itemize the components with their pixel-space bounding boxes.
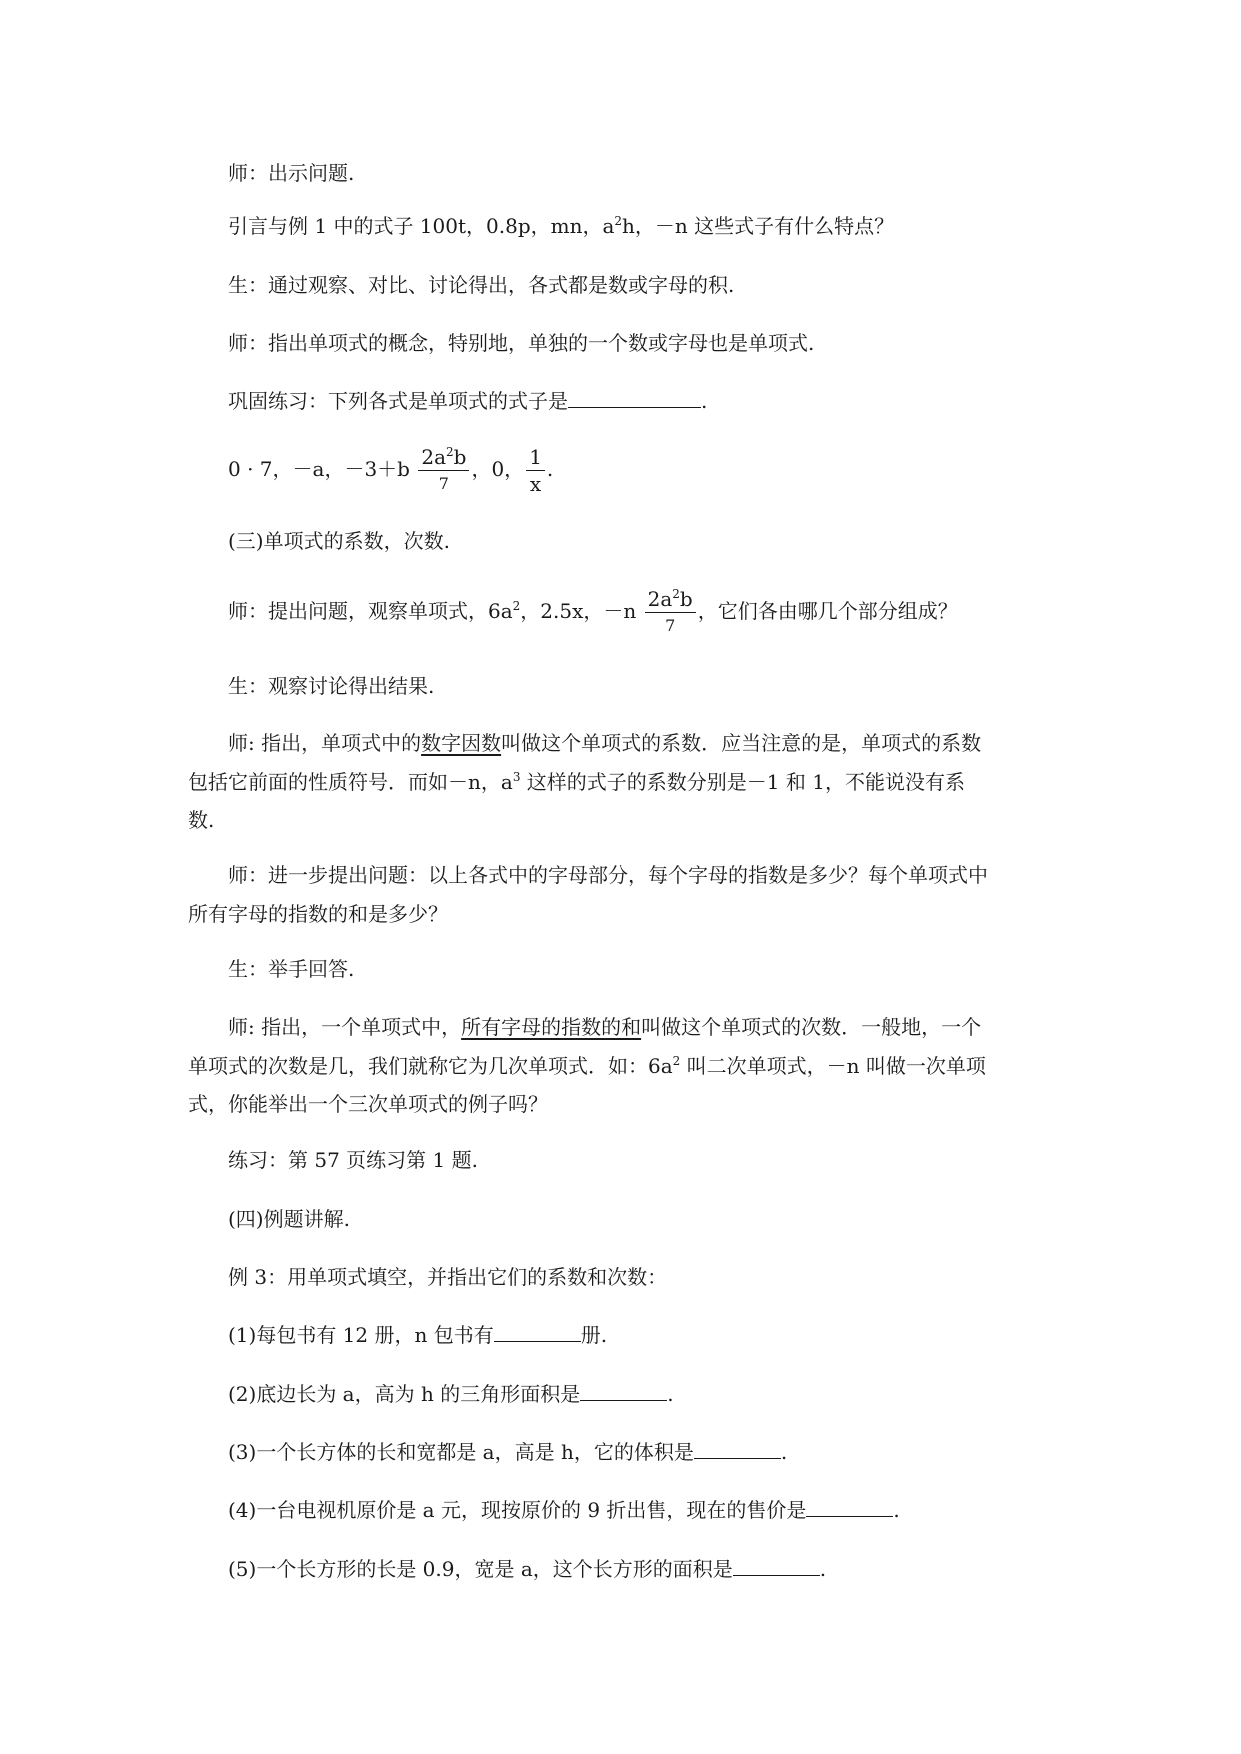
question-2: (2)底边长为 a，高为 h 的三角形面积是 . bbox=[228, 1382, 674, 1406]
coefficient-paragraph-line-1: 师: 指出，单项式中的数字因数叫做这个单项式的系数．应当注意的是，单项式的系数 bbox=[228, 731, 982, 755]
answer-blank-2[interactable] bbox=[580, 1380, 667, 1401]
question-1: (1)每包书有 12 册，n 包书有 册. bbox=[228, 1323, 608, 1347]
student-line-raise-hand: 生：举手回答. bbox=[228, 957, 355, 981]
coefficient-paragraph-line-3: 数. bbox=[188, 808, 215, 832]
answer-blank-3[interactable] bbox=[694, 1438, 781, 1459]
example-three-line: 例 3：用单项式填空，并指出它们的系数和次数： bbox=[228, 1265, 668, 1289]
degree-paragraph-line-2: 单项式的次数是几，我们就称它为几次单项式．如：$6a^2$ 叫二次单项式，－n 叫做一次单项 bbox=[188, 1054, 986, 1078]
teacher-line-show-question: 师：出示问题. bbox=[228, 161, 355, 185]
fraction-2a2b-over-7-b: $\frac{2a^2b}{7}$ bbox=[645, 586, 696, 639]
answer-blank-5[interactable] bbox=[733, 1555, 820, 1576]
teacher-line-monomial-concept: 师：指出单项式的概念，特别地，单独的一个数或字母也是单项式. bbox=[228, 331, 815, 355]
student-line-discussion: 生：观察讨论得出结果. bbox=[228, 674, 435, 698]
fraction-2a2b-over-7: $\frac{2a^2b}{7}$ bbox=[418, 444, 469, 497]
answer-blank[interactable] bbox=[568, 387, 701, 408]
coefficient-paragraph-line-2: 包括它前面的性质符号．而如－n，$a^3$ 这样的式子的系数分别是－1 和 1，不能说没有系 bbox=[188, 770, 965, 794]
question-4: (4)一台电视机原价是 a 元，现按原价的 9 折出售，现在的售价是 . bbox=[228, 1498, 900, 1522]
exponent-question-line-2: 所有字母的指数的和是多少？ bbox=[188, 902, 448, 926]
fraction-1-over-x: $\frac{1}{x}$ bbox=[526, 444, 545, 497]
question-3: (3)一个长方体的长和宽都是 a，高是 h，它的体积是 . bbox=[228, 1440, 788, 1464]
question-5: (5)一个长方形的长是 0.9，宽是 a，这个长方形的面积是 . bbox=[228, 1557, 827, 1581]
intro-question-line: 引言与例 1 中的式子 100t，0.8p，mn，$a^2h$，－n 这些式子有什么特点？ bbox=[228, 214, 895, 238]
practice-expressions-line: 0 · 7，－a，－3＋b $\frac{2a^2b}{7}$ ，0， $\frac{1}{x}$ . bbox=[228, 445, 554, 496]
degree-paragraph-line-3: 式，你能举出一个三次单项式的例子吗？ bbox=[188, 1092, 548, 1116]
exercise-reference-line: 练习：第 57 页练习第 1 题. bbox=[228, 1148, 478, 1172]
section-three-heading: (三)单项式的系数，次数. bbox=[228, 529, 450, 553]
exponent-question-line-1: 师：进一步提出问题：以上各式中的字母部分，每个字母的指数是多少？每个单项式中 bbox=[228, 863, 988, 887]
section-four-heading: (四)例题讲解. bbox=[228, 1207, 350, 1231]
answer-blank-1[interactable] bbox=[494, 1321, 581, 1342]
practice-question-line: 巩固练习：下列各式是单项式的式子是 . bbox=[228, 389, 708, 413]
student-line-observe: 生：通过观察、对比、讨论得出，各式都是数或字母的积. bbox=[228, 273, 735, 297]
degree-paragraph-line-1: 师: 指出，一个单项式中，所有字母的指数的和叫做这个单项式的次数．一般地，一个 bbox=[228, 1015, 982, 1039]
answer-blank-4[interactable] bbox=[806, 1496, 893, 1517]
teacher-line-coefficient-question: 师：提出问题，观察单项式，$6a^2$，2.5x，－n $\frac{2a^2b}{7}$ ，它们各由哪几个部分组成？ bbox=[228, 586, 958, 639]
